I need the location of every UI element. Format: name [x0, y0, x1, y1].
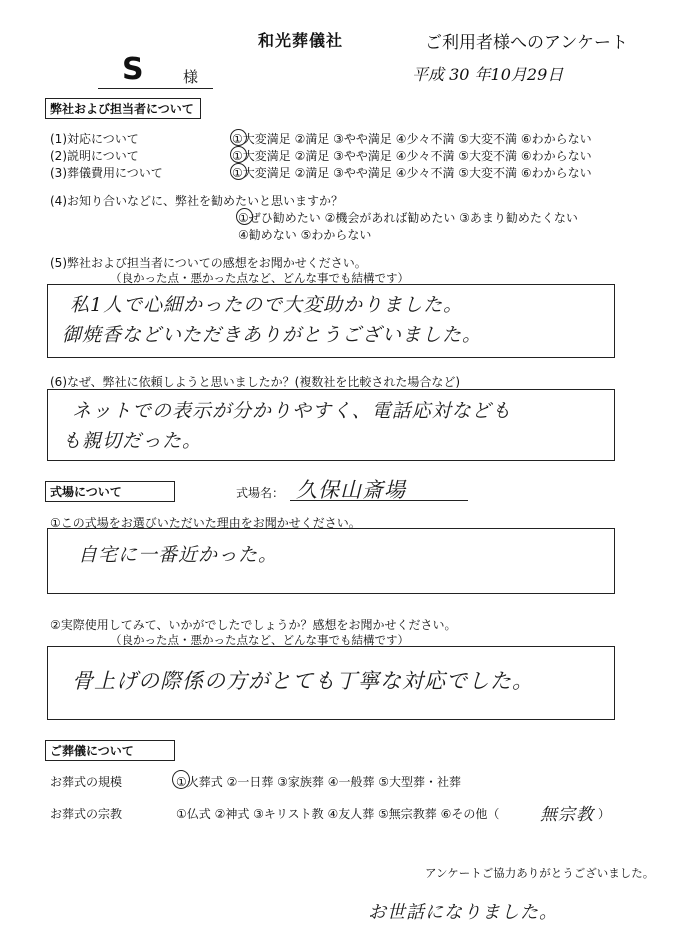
question-label-cost: (3)葬儀費用について — [50, 166, 163, 180]
section-heading-venue: 式場について — [45, 481, 175, 502]
customer-name: S — [122, 52, 144, 87]
question-venue-impressions: ②実際使用してみて、いかがでしたでしょうか？感想をお聞かせください。 — [50, 618, 457, 632]
venue-value: 久保山斎場 — [296, 478, 406, 502]
why-chosen-answer-line1: ネットでの表示が分かりやすく、電話応対なども — [72, 400, 512, 422]
venue-reason-answer: 自宅に一番近かった。 — [78, 544, 279, 566]
funeral-religion-label: お葬式の宗教 — [50, 807, 123, 821]
venue-label: 式場名： — [236, 486, 285, 500]
question-venue-reason: ①この式場をお選びいただいた理由をお聞かせください。 — [50, 516, 361, 530]
religion-other-value: 無宗教 — [540, 805, 594, 825]
question-why-chosen: (6)なぜ、弊社に依頼しようと思いましたか？(複数社を比較された場合など) — [50, 375, 461, 389]
recommend-options-line1[interactable]: ①ぜひ勧めたい ②機会があれば勧めたい ③あまり勧めたくない — [238, 211, 578, 225]
customer-suffix: 様 — [183, 68, 199, 86]
impressions-answer-line1: 私1人で心細かったので大変助かりました。 — [70, 294, 464, 316]
venue-underline — [290, 500, 468, 501]
section-heading-funeral: ご葬儀について — [45, 740, 175, 761]
funeral-scale-label: お葬式の規模 — [50, 775, 123, 789]
question-recommend: (4)お知り合いなどに、弊社を勧めたいと思いますか？ — [50, 194, 344, 208]
selected-circle-cost — [230, 163, 247, 180]
impressions-answer-line2: 御焼香などいただきありがとうございました。 — [62, 324, 483, 346]
rating-options-cost[interactable]: ①大変満足 ②満足 ③やや満足 ④少々不満 ⑤大変不満 ⑥わからない — [232, 166, 592, 180]
question-label-explanation: (2)説明について — [50, 149, 139, 163]
rating-options-explanation[interactable]: ①大変満足 ②満足 ③やや満足 ④少々不満 ⑤大変不満 ⑥わからない — [232, 149, 592, 163]
funeral-religion-options[interactable]: ①仏式 ②神式 ③キリスト教 ④友人葬 ⑤無宗教葬 ⑥その他（ — [176, 807, 500, 821]
question-impressions: (5)弊社および担当者についての感想をお聞かせください。 — [50, 256, 367, 270]
survey-title: ご利用者様へのアンケート — [425, 33, 628, 53]
why-chosen-answer-line2: も親切だった。 — [62, 430, 203, 452]
question-label-service: (1)対応について — [50, 132, 139, 146]
funeral-scale-options[interactable]: ①火葬式 ②一日葬 ③家族葬 ④一般葬 ⑤大型葬・社葬 — [176, 775, 462, 789]
company-name: 和光葬儀社 — [258, 31, 344, 50]
selected-circle-recommend — [236, 208, 253, 225]
name-underline — [98, 88, 213, 89]
impressions-note: （良かった点・悪かった点など、どんな事でも結構です） — [110, 271, 409, 285]
religion-close-paren: ） — [598, 807, 611, 821]
venue-impressions-note: （良かった点・悪かった点など、どんな事でも結構です） — [110, 633, 409, 647]
recommend-options-line2[interactable]: ④勧めない ⑤わからない — [238, 228, 372, 242]
selected-circle-service — [230, 129, 247, 146]
thank-you-message: アンケートご協力ありがとうございました。 — [425, 866, 655, 880]
selected-circle-explanation — [230, 146, 247, 163]
selected-circle-scale — [172, 770, 190, 789]
venue-impressions-answer: 骨上げの際係の方がとても丁寧な対応でした。 — [72, 669, 534, 693]
rating-options-service[interactable]: ①大変満足 ②満足 ③やや満足 ④少々不満 ⑤大変不満 ⑥わからない — [232, 132, 592, 146]
survey-date: 平成 30 年10月29日 — [412, 65, 564, 84]
section-heading-company: 弊社および担当者について — [45, 98, 201, 119]
handwritten-closing: お世話になりました。 — [368, 902, 558, 923]
